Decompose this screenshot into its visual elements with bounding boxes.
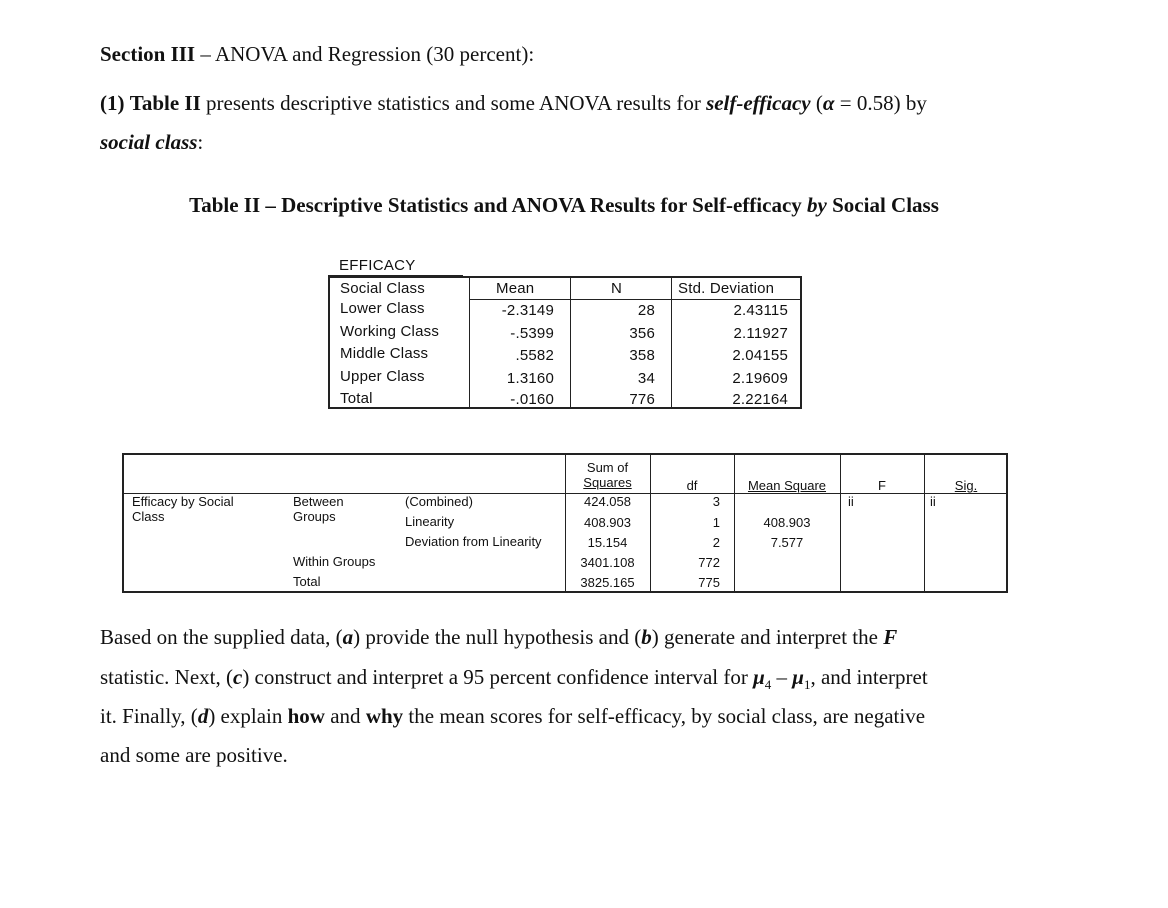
cell-df: 1 xyxy=(712,515,720,530)
row-label-linearity: Linearity xyxy=(405,514,455,529)
col-divider xyxy=(570,278,571,407)
effect-label-line1: Efficacy by Social xyxy=(132,494,234,509)
alpha-symbol: α xyxy=(822,91,835,115)
section-number: Section III xyxy=(100,42,196,66)
cell-sig-blank: ii xyxy=(930,494,936,509)
row-mean: .5582 xyxy=(515,347,554,364)
row-label-combined: (Combined) xyxy=(405,494,473,509)
mu-symbol: μ xyxy=(753,665,765,689)
row-mean: -2.3149 xyxy=(501,302,554,319)
row-label-deviation: Deviation from Linearity xyxy=(405,534,542,549)
col-divider xyxy=(650,455,651,591)
caption-tail: Social Class xyxy=(826,193,939,217)
section-heading xyxy=(100,42,534,67)
instructions-line-2 xyxy=(100,665,928,693)
between-groups-label xyxy=(293,494,344,524)
text: , and interpret xyxy=(810,665,928,689)
question-line-1 xyxy=(100,91,927,116)
alpha-value: = 0.58) by xyxy=(834,91,927,115)
header-ss-line2: Squares xyxy=(583,475,632,490)
table-reference: Table II xyxy=(129,91,201,115)
mu-subscript-1: 1 xyxy=(803,677,811,693)
cell-ss: 408.903 xyxy=(584,515,631,530)
effect-label-line2: Class xyxy=(132,509,165,524)
cell-f-blank: ii xyxy=(848,494,854,509)
mu-symbol: μ xyxy=(792,665,804,689)
part-d: d xyxy=(197,704,209,728)
cell-df: 3 xyxy=(712,494,720,509)
row-n: 34 xyxy=(637,370,655,387)
part-b: b xyxy=(641,625,652,649)
row-mean: 1.3160 xyxy=(506,370,554,387)
question-text: presents descriptive statistics and some ANOVA results for xyxy=(200,91,707,115)
row-n: 28 xyxy=(637,302,655,319)
emphasis-how: how xyxy=(287,704,325,728)
header-mean: Mean xyxy=(496,280,535,297)
cell-df: 2 xyxy=(712,535,720,550)
minus: – xyxy=(771,665,793,689)
effect-label xyxy=(132,494,234,524)
col-divider xyxy=(671,278,672,407)
cell-ss: 424.058 xyxy=(584,494,631,509)
row-sd: 2.11927 xyxy=(733,325,788,342)
row-class: Lower Class xyxy=(340,300,425,317)
col-divider xyxy=(469,278,470,407)
section-title: – ANOVA and Regression (30 percent): xyxy=(195,42,535,66)
col-divider xyxy=(924,455,925,591)
caption-text: Table II – Descriptive Statistics and ANOVA Results for Self-efficacy xyxy=(189,193,808,217)
row-mean: -.0160 xyxy=(510,391,554,408)
header-f: F xyxy=(878,478,886,493)
cell-df: 772 xyxy=(698,555,720,570)
emphasis-why: why xyxy=(365,704,404,728)
paren-open: ( xyxy=(810,91,823,115)
text: Based on the supplied data, ( xyxy=(100,625,343,649)
between-line1: Between xyxy=(293,494,344,509)
cell-ss: 3825.165 xyxy=(580,575,635,590)
variable-social-class: social class xyxy=(100,130,198,154)
row-n: 776 xyxy=(629,391,655,408)
row-sd: 2.22164 xyxy=(732,391,788,408)
header-mean-square: Mean Square xyxy=(747,478,827,493)
header-std-deviation: Std. Deviation xyxy=(678,280,775,297)
caption-by: by xyxy=(807,193,827,217)
table-caption xyxy=(0,193,1128,218)
row-class: Working Class xyxy=(340,323,440,340)
header-sum-of-squares xyxy=(565,460,650,490)
f-symbol: F xyxy=(883,625,898,649)
instructions-line-4: and some are positive. xyxy=(100,743,288,767)
row-sd: 2.43115 xyxy=(733,302,788,319)
row-n: 358 xyxy=(629,347,655,364)
colon: : xyxy=(197,130,204,154)
cell-df: 775 xyxy=(698,575,720,590)
mu-subscript-4: 4 xyxy=(764,677,772,693)
text: statistic. Next, ( xyxy=(100,665,233,689)
row-class: Middle Class xyxy=(340,345,429,362)
header-sig: Sig. xyxy=(954,478,978,493)
text: ) provide the null hypothesis and ( xyxy=(353,625,642,649)
cell-ss: 3401.108 xyxy=(580,555,635,570)
descriptives-variable-label: EFFICACY xyxy=(339,257,416,274)
col-divider xyxy=(840,455,841,591)
header-social-class: Social Class xyxy=(340,280,425,297)
question-line-2 xyxy=(100,130,203,155)
row-sd: 2.19609 xyxy=(732,370,788,387)
row-class: Upper Class xyxy=(340,368,425,385)
part-c: c xyxy=(232,665,243,689)
row-class: Total xyxy=(340,390,373,407)
instructions-line-3 xyxy=(100,704,925,729)
header-ss-line1: Sum of xyxy=(586,460,629,475)
between-line2: Groups xyxy=(293,509,336,524)
variable-self-efficacy: self-efficacy xyxy=(706,91,811,115)
row-label-total: Total xyxy=(293,574,321,589)
cell-ms: 7.577 xyxy=(770,535,804,550)
question-number: (1) xyxy=(100,91,125,115)
anova-table xyxy=(122,453,1008,593)
text: ) explain xyxy=(208,704,288,728)
text: ) construct and interpret a 95 percent confidence interval for xyxy=(242,665,754,689)
header-rule xyxy=(469,299,802,300)
cell-ss: 15.154 xyxy=(587,535,628,550)
row-n: 356 xyxy=(629,325,655,342)
part-a: a xyxy=(342,625,354,649)
row-sd: 2.04155 xyxy=(732,347,788,364)
descriptives-table xyxy=(328,276,802,409)
instructions-line-1 xyxy=(100,625,897,650)
row-label-within: Within Groups xyxy=(293,554,376,569)
header-n: N xyxy=(611,280,623,297)
text: and xyxy=(324,704,366,728)
cell-ms: 408.903 xyxy=(763,515,811,530)
header-df: df xyxy=(686,478,698,493)
text: the mean scores for self-efficacy, by social class, are negative xyxy=(403,704,926,728)
text: ) generate and interpret the xyxy=(651,625,884,649)
row-mean: -.5399 xyxy=(510,325,554,342)
text: it. Finally, ( xyxy=(100,704,198,728)
